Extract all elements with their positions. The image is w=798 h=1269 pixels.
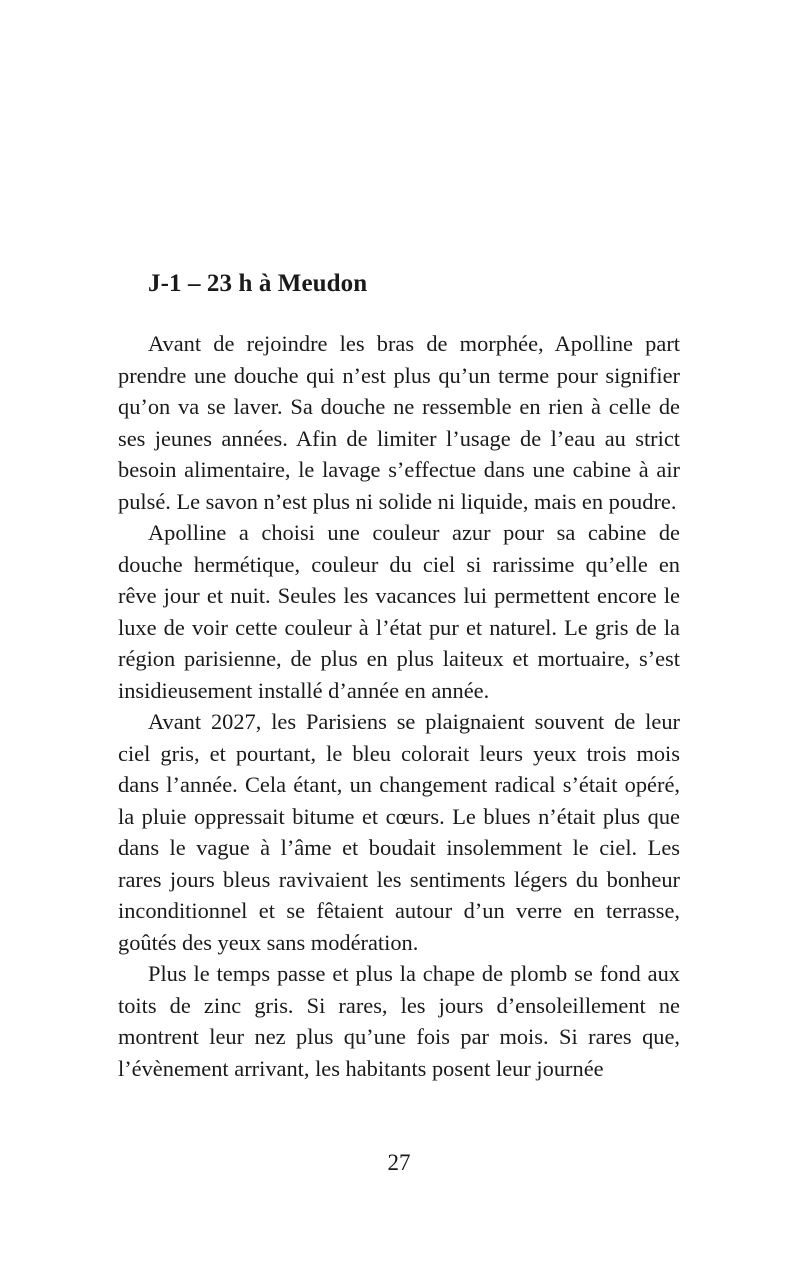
paragraph: Apolline a choisi une couleur azur pour sa cabine de douche hermétique, couleur du ciel si rarissime qu’elle en rêve jour et nuit. Seules les vacances lui permettent encore le luxe de voir cette couleur à l’état pur et naturel. Le gris de la région parisienne, de plus en plus laiteux et mortuaire, s’est insidieusement installé d’année en année. [118,520,680,703]
chapter-title: J-1 – 23 h à Meudon [148,270,368,297]
paragraph: Avant de rejoindre les bras de morphée, Apolline part prendre une douche qui n’est plus qu’un terme pour signifier qu’on va se laver. Sa douche ne ressemble en rien à celle de ses jeunes années. Afin de limiter l’usage de l’eau au strict besoin alimentaire, le lavage s’effectue dans une cabine à air pulsé. Le savon n’est plus ni solide ni liquide, mais en poudre. [118,331,680,514]
paragraph: Avant 2027, les Parisiens se plaignaient souvent de leur ciel gris, et pourtant, le bleu colorait leurs yeux trois mois dans l’année. Cela étant, un changement radical s’était opéré, la pluie oppressait bitume et cœurs. Le blues n’était plus que dans le vague à l’âme et boudait insolemment le ciel. Les rares jours bleus ravivaient les sentiments légers du bonheur inconditionnel et se fêtaient autour d’un verre en terrasse, goûtés des yeux sans modération. [118,709,680,955]
body-text [118,328,680,1084]
paragraph: Plus le temps passe et plus la chape de plomb se fond aux toits de zinc gris. Si rares, les jours d’ensoleillement ne montrent leur nez plus qu’une fois par mois. Si rares que, l’évènement arrivant, les habitants posent leur journée [118,961,680,1081]
page-number: 27 [387,1150,411,1175]
